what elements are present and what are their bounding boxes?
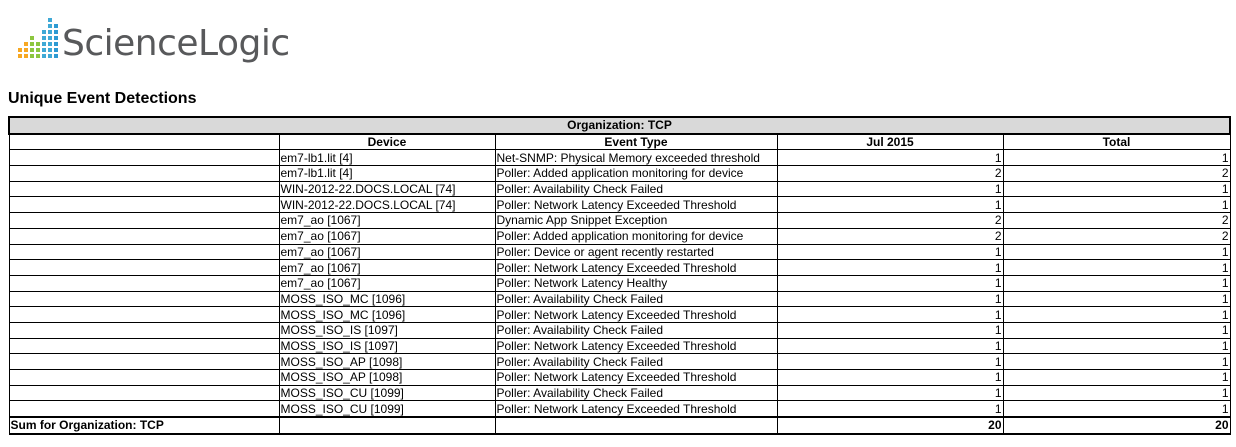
logo-mark-dot [54, 24, 58, 28]
event-type-cell: Poller: Network Latency Exceeded Threshold [495, 197, 777, 213]
logo-mark-dot [54, 30, 58, 34]
blank-cell [9, 291, 279, 307]
total-cell: 2 [1003, 166, 1230, 182]
jul-2015-cell: 1 [777, 291, 1003, 307]
total-cell: 2 [1003, 228, 1230, 244]
column-header-event-type: Event Type [495, 134, 777, 150]
event-type-cell: Poller: Device or agent recently restarted [495, 244, 777, 260]
blank-cell [9, 197, 279, 213]
blank-cell [9, 338, 279, 354]
total-cell: 1 [1003, 354, 1230, 370]
jul-2015-cell: 1 [777, 307, 1003, 323]
logo-mark-dot [48, 54, 52, 58]
column-header-total: Total [1003, 134, 1230, 150]
event-type-cell: Poller: Network Latency Exceeded Threshold [495, 260, 777, 276]
device-cell: em7_ao [1067] [279, 228, 495, 244]
blank-cell [9, 228, 279, 244]
blank-cell [9, 213, 279, 229]
jul-2015-cell: 1 [777, 181, 1003, 197]
logo-mark-dot [48, 42, 52, 46]
event-type-cell: Poller: Network Latency Exceeded Threshold [495, 338, 777, 354]
logo-mark-dot [42, 42, 46, 46]
logo-mark-dot [36, 48, 40, 52]
table-row [9, 354, 1230, 370]
logo-mark-bar [54, 24, 58, 58]
logo-mark-dot [24, 54, 28, 58]
logo-mark-bar [18, 48, 22, 58]
total-cell: 1 [1003, 385, 1230, 401]
table-row [9, 244, 1230, 260]
table-row [9, 370, 1230, 386]
logo-mark-dot [30, 36, 34, 40]
device-cell: MOSS_ISO_CU [1099] [279, 385, 495, 401]
logo-mark-bar [42, 30, 46, 58]
device-cell: em7_ao [1067] [279, 260, 495, 276]
logo-mark-dot [48, 18, 52, 22]
device-cell: em7_ao [1067] [279, 275, 495, 291]
total-cell: 1 [1003, 401, 1230, 417]
total-cell: 1 [1003, 275, 1230, 291]
table-row [9, 291, 1230, 307]
total-cell: 1 [1003, 197, 1230, 213]
device-cell: MOSS_ISO_CU [1099] [279, 401, 495, 417]
event-detections-table [8, 116, 1231, 435]
sum-row [9, 417, 1230, 434]
blank-cell [9, 275, 279, 291]
blank-cell [9, 322, 279, 338]
logo-mark-dot [54, 42, 58, 46]
logo-mark-dot [54, 48, 58, 52]
logo-mark-dot [54, 36, 58, 40]
total-cell: 1 [1003, 244, 1230, 260]
logo-mark-dot [30, 48, 34, 52]
device-cell: MOSS_ISO_AP [1098] [279, 370, 495, 386]
blank-cell [9, 260, 279, 276]
blank-cell [9, 150, 279, 166]
blank-cell [9, 181, 279, 197]
blank-cell [9, 307, 279, 323]
jul-2015-cell: 1 [777, 385, 1003, 401]
jul-2015-cell: 1 [777, 275, 1003, 291]
logo-mark-dot [36, 54, 40, 58]
table-row [9, 150, 1230, 166]
table-row [9, 166, 1230, 182]
logo-mark-dot [48, 48, 52, 52]
logo-mark-dot [42, 36, 46, 40]
table-row [9, 307, 1230, 323]
table-row [9, 385, 1230, 401]
logo-mark-dot [18, 54, 22, 58]
jul-2015-cell: 2 [777, 166, 1003, 182]
sciencelogic-logo [18, 8, 290, 66]
logo-mark-dot [42, 30, 46, 34]
table-row [9, 401, 1230, 417]
event-type-cell: Poller: Network Latency Exceeded Threshold [495, 370, 777, 386]
jul-2015-cell: 2 [777, 228, 1003, 244]
event-type-cell: Net-SNMP: Physical Memory exceeded threshold [495, 150, 777, 166]
device-cell: WIN-2012-22.DOCS.LOCAL [74] [279, 197, 495, 213]
jul-2015-cell: 1 [777, 150, 1003, 166]
logo-mark-dot [24, 42, 28, 46]
jul-2015-cell: 1 [777, 197, 1003, 213]
event-type-cell: Poller: Availability Check Failed [495, 385, 777, 401]
event-type-cell: Poller: Network Latency Exceeded Threshold [495, 307, 777, 323]
device-cell: em7_ao [1067] [279, 244, 495, 260]
device-cell: MOSS_ISO_IS [1097] [279, 338, 495, 354]
table-row [9, 275, 1230, 291]
blank-cell [9, 244, 279, 260]
table-row [9, 213, 1230, 229]
blank-cell [9, 166, 279, 182]
logo-mark-dot [30, 42, 34, 46]
event-type-cell: Poller: Network Latency Exceeded Threshold [495, 401, 777, 417]
logo-mark-dot [48, 24, 52, 28]
table-row [9, 322, 1230, 338]
sum-total: 20 [1003, 417, 1230, 434]
sum-label: Sum for Organization: TCP [9, 417, 279, 434]
report-title: Unique Event Detections [8, 90, 197, 107]
device-cell: WIN-2012-22.DOCS.LOCAL [74] [279, 181, 495, 197]
device-cell: em7-lb1.lit [4] [279, 166, 495, 182]
blank-cell [9, 385, 279, 401]
total-cell: 1 [1003, 307, 1230, 323]
total-cell: 2 [1003, 213, 1230, 229]
device-cell: em7-lb1.lit [4] [279, 150, 495, 166]
event-type-cell: Poller: Added application monitoring for device [495, 228, 777, 244]
device-cell: MOSS_ISO_MC [1096] [279, 307, 495, 323]
logo-mark-bar [36, 42, 40, 58]
logo-mark-dot [24, 48, 28, 52]
event-type-cell: Poller: Added application monitoring for device [495, 166, 777, 182]
blank-cell [9, 370, 279, 386]
logo-mark-dot [42, 48, 46, 52]
table-body [9, 150, 1230, 417]
sum-device-cell [279, 417, 495, 434]
total-cell: 1 [1003, 322, 1230, 338]
total-cell: 1 [1003, 338, 1230, 354]
logo-mark-dot [36, 42, 40, 46]
jul-2015-cell: 1 [777, 260, 1003, 276]
total-cell: 1 [1003, 291, 1230, 307]
total-cell: 1 [1003, 150, 1230, 166]
organization-header: Organization: TCP [9, 117, 1230, 134]
event-type-cell: Poller: Network Latency Healthy [495, 275, 777, 291]
jul-2015-cell: 1 [777, 322, 1003, 338]
event-type-cell: Poller: Availability Check Failed [495, 322, 777, 338]
logo-mark-dot [48, 36, 52, 40]
event-type-cell: Poller: Availability Check Failed [495, 291, 777, 307]
table-row [9, 181, 1230, 197]
jul-2015-cell: 1 [777, 244, 1003, 260]
blank-cell [9, 354, 279, 370]
logo-mark-bar [48, 18, 52, 58]
device-cell: MOSS_ISO_MC [1096] [279, 291, 495, 307]
event-type-cell: Poller: Availability Check Failed [495, 181, 777, 197]
table-row [9, 197, 1230, 213]
logo-mark-icon [18, 18, 58, 66]
jul-2015-cell: 2 [777, 213, 1003, 229]
jul-2015-cell: 1 [777, 401, 1003, 417]
logo-mark-bar [30, 36, 34, 58]
logo-text: ScienceLogic [62, 23, 290, 64]
jul-2015-cell: 1 [777, 354, 1003, 370]
logo-mark-dot [54, 54, 58, 58]
total-cell: 1 [1003, 260, 1230, 276]
column-header-device: Device [279, 134, 495, 150]
jul-2015-cell: 1 [777, 370, 1003, 386]
jul-2015-cell: 1 [777, 338, 1003, 354]
device-cell: em7_ao [1067] [279, 213, 495, 229]
blank-cell [9, 401, 279, 417]
table-row [9, 260, 1230, 276]
total-cell: 1 [1003, 181, 1230, 197]
event-type-cell: Poller: Availability Check Failed [495, 354, 777, 370]
device-cell: MOSS_ISO_AP [1098] [279, 354, 495, 370]
total-cell: 1 [1003, 370, 1230, 386]
column-header-jul-2015: Jul 2015 [777, 134, 1003, 150]
event-type-cell: Dynamic App Snippet Exception [495, 213, 777, 229]
column-header-blank [9, 134, 279, 150]
sum-event-type-cell [495, 417, 777, 434]
device-cell: MOSS_ISO_IS [1097] [279, 322, 495, 338]
logo-mark-dot [30, 54, 34, 58]
logo-mark-bar [24, 42, 28, 58]
table-row [9, 228, 1230, 244]
table-row [9, 338, 1230, 354]
sum-jul-2015: 20 [777, 417, 1003, 434]
logo-mark-dot [48, 30, 52, 34]
logo-mark-dot [42, 54, 46, 58]
logo-mark-dot [18, 48, 22, 52]
